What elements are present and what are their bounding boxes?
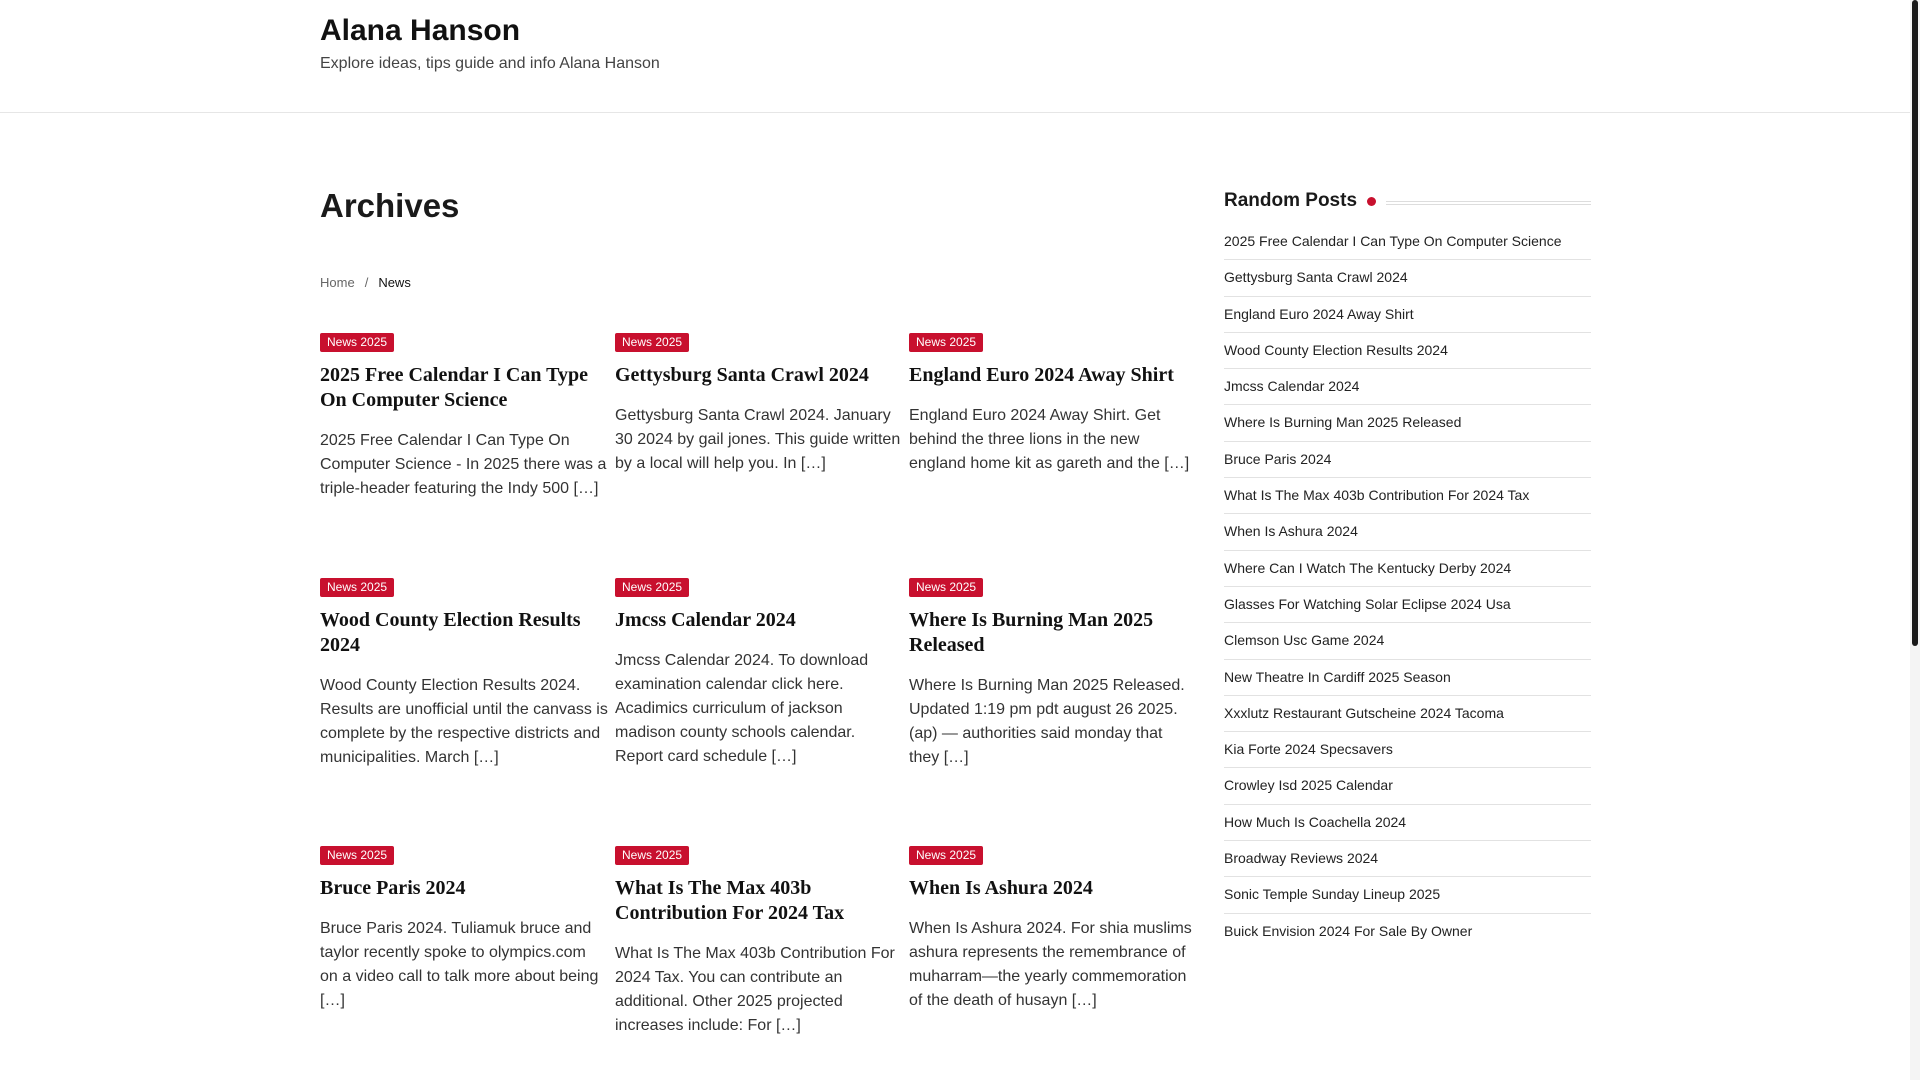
post-title[interactable]: Jmcss Calendar 2024 [615, 609, 796, 631]
random-post-link[interactable]: How Much Is Coachella 2024 [1224, 805, 1591, 841]
post-excerpt: 2025 Free Calendar I Can Type On Computer Science - In 2025 there was a triple-header featuring the Indy 500 […] [320, 432, 607, 497]
breadcrumb-home-link[interactable]: Home [320, 275, 355, 290]
post-card [909, 846, 1197, 1013]
random-post-link[interactable]: Wood County Election Results 2024 [1224, 333, 1591, 369]
widget-header [1224, 190, 1591, 216]
random-post-link[interactable]: Clemson Usc Game 2024 [1224, 623, 1591, 659]
post-title[interactable]: Wood County Election Results 2024 [320, 609, 581, 656]
breadcrumb [320, 275, 411, 290]
random-posts-list [1224, 224, 1591, 950]
category-badge[interactable]: News 2025 [320, 846, 394, 865]
widget-title-text: Random Posts [1224, 190, 1358, 211]
post-excerpt: England Euro 2024 Away Shirt. Get behind the three lions in the new england home kit as gareth and the […] [909, 407, 1190, 472]
random-post-link[interactable]: Bruce Paris 2024 [1224, 442, 1591, 478]
category-badge[interactable]: News 2025 [909, 333, 983, 352]
site-tagline: Explore ideas, tips guide and info Alana Hanson [320, 55, 660, 72]
category-badge[interactable]: News 2025 [320, 333, 394, 352]
post-excerpt: Jmcss Calendar 2024. To download examination calendar click here. Acadimics curriculum of jackson madison county schools calendar. Report card schedule […] [615, 652, 869, 765]
post-card [615, 578, 903, 769]
post-excerpt: Wood County Election Results 2024. Results are unofficial until the canvass is complete by the respective districts and municipalities. March […] [320, 677, 608, 766]
random-post-link[interactable]: Kia Forte 2024 Specsavers [1224, 732, 1591, 768]
random-post-link[interactable]: Where Is Burning Man 2025 Released [1224, 405, 1591, 441]
random-post-link[interactable]: Xxxlutz Restaurant Gutscheine 2024 Tacoma [1224, 696, 1591, 732]
page-scrollbar[interactable] [1910, 0, 1920, 1080]
dot-icon [1367, 197, 1376, 206]
widget-title [1224, 190, 1386, 212]
category-badge[interactable]: News 2025 [320, 578, 394, 597]
random-post-link[interactable]: Where Can I Watch The Kentucky Derby 2024 [1224, 551, 1591, 587]
random-post-link[interactable]: Crowley Isd 2025 Calendar [1224, 768, 1591, 804]
post-card [909, 578, 1197, 770]
breadcrumb-current: News [378, 275, 411, 290]
post-title[interactable]: Bruce Paris 2024 [320, 877, 466, 899]
post-title[interactable]: When Is Ashura 2024 [909, 877, 1093, 899]
random-post-link[interactable]: When Is Ashura 2024 [1224, 514, 1591, 550]
site-header [0, 0, 1910, 113]
post-excerpt: When Is Ashura 2024. For shia muslims ashura represents the remembrance of muharram—the yearly commemoration of the death of husayn […] [909, 920, 1192, 1009]
post-card [909, 333, 1197, 476]
random-post-link[interactable]: Gettysburg Santa Crawl 2024 [1224, 260, 1591, 296]
category-badge[interactable]: News 2025 [909, 846, 983, 865]
breadcrumb-separator: / [364, 275, 369, 290]
random-post-link[interactable]: Glasses For Watching Solar Eclipse 2024 Usa [1224, 587, 1591, 623]
post-card [615, 846, 903, 1038]
scrollbar-thumb[interactable] [1912, 0, 1918, 646]
random-post-link[interactable]: New Theatre In Cardiff 2025 Season [1224, 660, 1591, 696]
page-title: Archives [320, 187, 460, 224]
post-excerpt: What Is The Max 403b Contribution For 2024 Tax. You can contribute an additional. Other 2025 projected increases include: For […] [615, 945, 895, 1034]
post-card [320, 846, 608, 1013]
post-card [320, 333, 608, 501]
post-card [615, 333, 903, 476]
random-post-link[interactable]: Sonic Temple Sunday Lineup 2025 [1224, 877, 1591, 913]
post-title[interactable]: Gettysburg Santa Crawl 2024 [615, 364, 869, 386]
random-post-link[interactable]: Buick Envision 2024 For Sale By Owner [1224, 922, 1473, 939]
random-post-link[interactable]: England Euro 2024 Away Shirt [1224, 297, 1591, 333]
post-excerpt: Where Is Burning Man 2025 Released. Updated 1:19 pm pdt august 26 2025. (ap) — authorities said monday that they […] [909, 677, 1185, 766]
random-post-link[interactable]: 2025 Free Calendar I Can Type On Computer Science [1224, 224, 1591, 260]
category-badge[interactable]: News 2025 [615, 578, 689, 597]
sidebar-random-posts [1224, 190, 1591, 950]
category-badge[interactable]: News 2025 [615, 333, 689, 352]
post-excerpt: Bruce Paris 2024. Tuliamuk bruce and taylor recently spoke to olympics.com on a video call to talk more about being […] [320, 920, 599, 1009]
post-title[interactable]: 2025 Free Calendar I Can Type On Computer Science [320, 364, 588, 411]
site-title[interactable]: Alana Hanson [320, 14, 521, 47]
post-title[interactable]: England Euro 2024 Away Shirt [909, 364, 1174, 386]
random-post-link[interactable]: Broadway Reviews 2024 [1224, 841, 1591, 877]
post-title[interactable]: What Is The Max 403b Contribution For 2024 Tax [615, 877, 845, 924]
random-post-link[interactable]: Jmcss Calendar 2024 [1224, 369, 1591, 405]
category-badge[interactable]: News 2025 [909, 578, 983, 597]
category-badge[interactable]: News 2025 [615, 846, 689, 865]
post-excerpt: Gettysburg Santa Crawl 2024. January 30 2024 by gail jones. This guide written by a local will help you. In […] [615, 407, 901, 472]
random-post-link[interactable]: What Is The Max 403b Contribution For 2024 Tax [1224, 478, 1591, 514]
post-title[interactable]: Where Is Burning Man 2025 Released [909, 609, 1154, 656]
post-card [320, 578, 608, 770]
